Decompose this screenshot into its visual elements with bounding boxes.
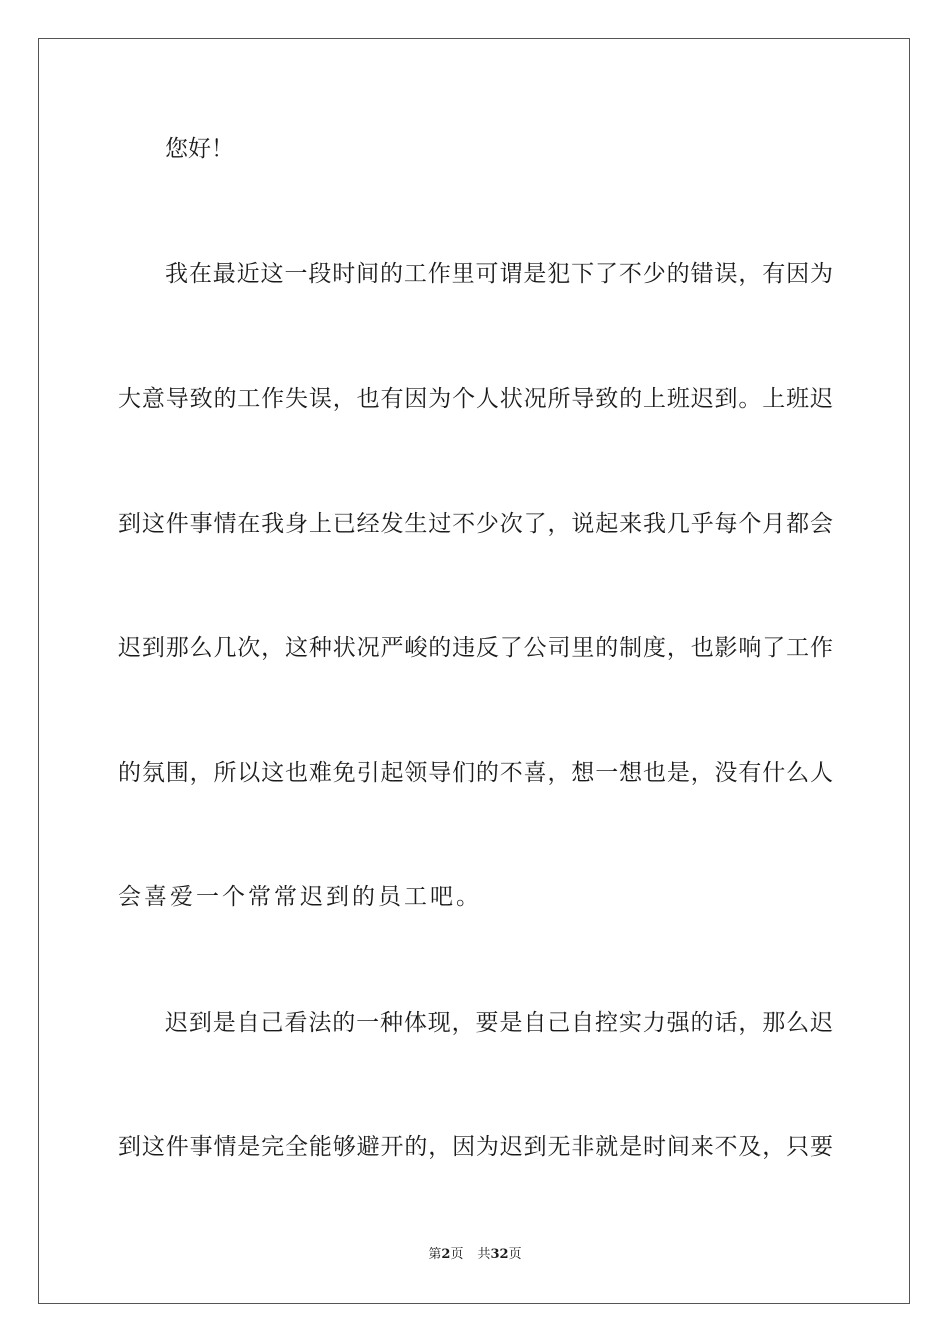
page-prefix: 第 xyxy=(428,1247,442,1262)
page-footer xyxy=(0,1246,950,1264)
paragraph-1-line-3: 到这件事情在我身上已经发生过不少次了，说起来我几乎每个月都会 xyxy=(118,511,833,537)
total-suffix: 页 xyxy=(508,1247,522,1262)
paragraph-1-line-2: 大意导致的工作失误，也有因为个人状况所导致的上班迟到。上班迟 xyxy=(118,386,833,412)
paragraph-1-line-4: 迟到那么几次，这种状况严峻的违反了公司里的制度，也影响了工作 xyxy=(118,635,833,661)
paragraph-2-line-1: 迟到是自己看法的一种体现，要是自己自控实力强的话，那么迟 xyxy=(165,1010,833,1036)
greeting-line: 您好！ xyxy=(165,136,234,162)
total-prefix: 共 xyxy=(477,1247,491,1262)
total-pages: 32 xyxy=(490,1247,509,1262)
page-frame xyxy=(38,38,910,1304)
page-number: 2 xyxy=(441,1247,451,1262)
paragraph-1-line-1: 我在最近这一段时间的工作里可谓是犯下了不少的错误，有因为 xyxy=(165,261,833,287)
page-suffix: 页 xyxy=(450,1247,464,1262)
paragraph-2-line-2: 到这件事情是完全能够避开的，因为迟到无非就是时间来不及，只要 xyxy=(118,1134,833,1160)
paragraph-1-line-5: 的氛围，所以这也难免引起领导们的不喜，想一想也是，没有什么人 xyxy=(118,760,833,786)
paragraph-1-line-6: 会喜爱一个常常迟到的员工吧。 xyxy=(118,884,482,910)
